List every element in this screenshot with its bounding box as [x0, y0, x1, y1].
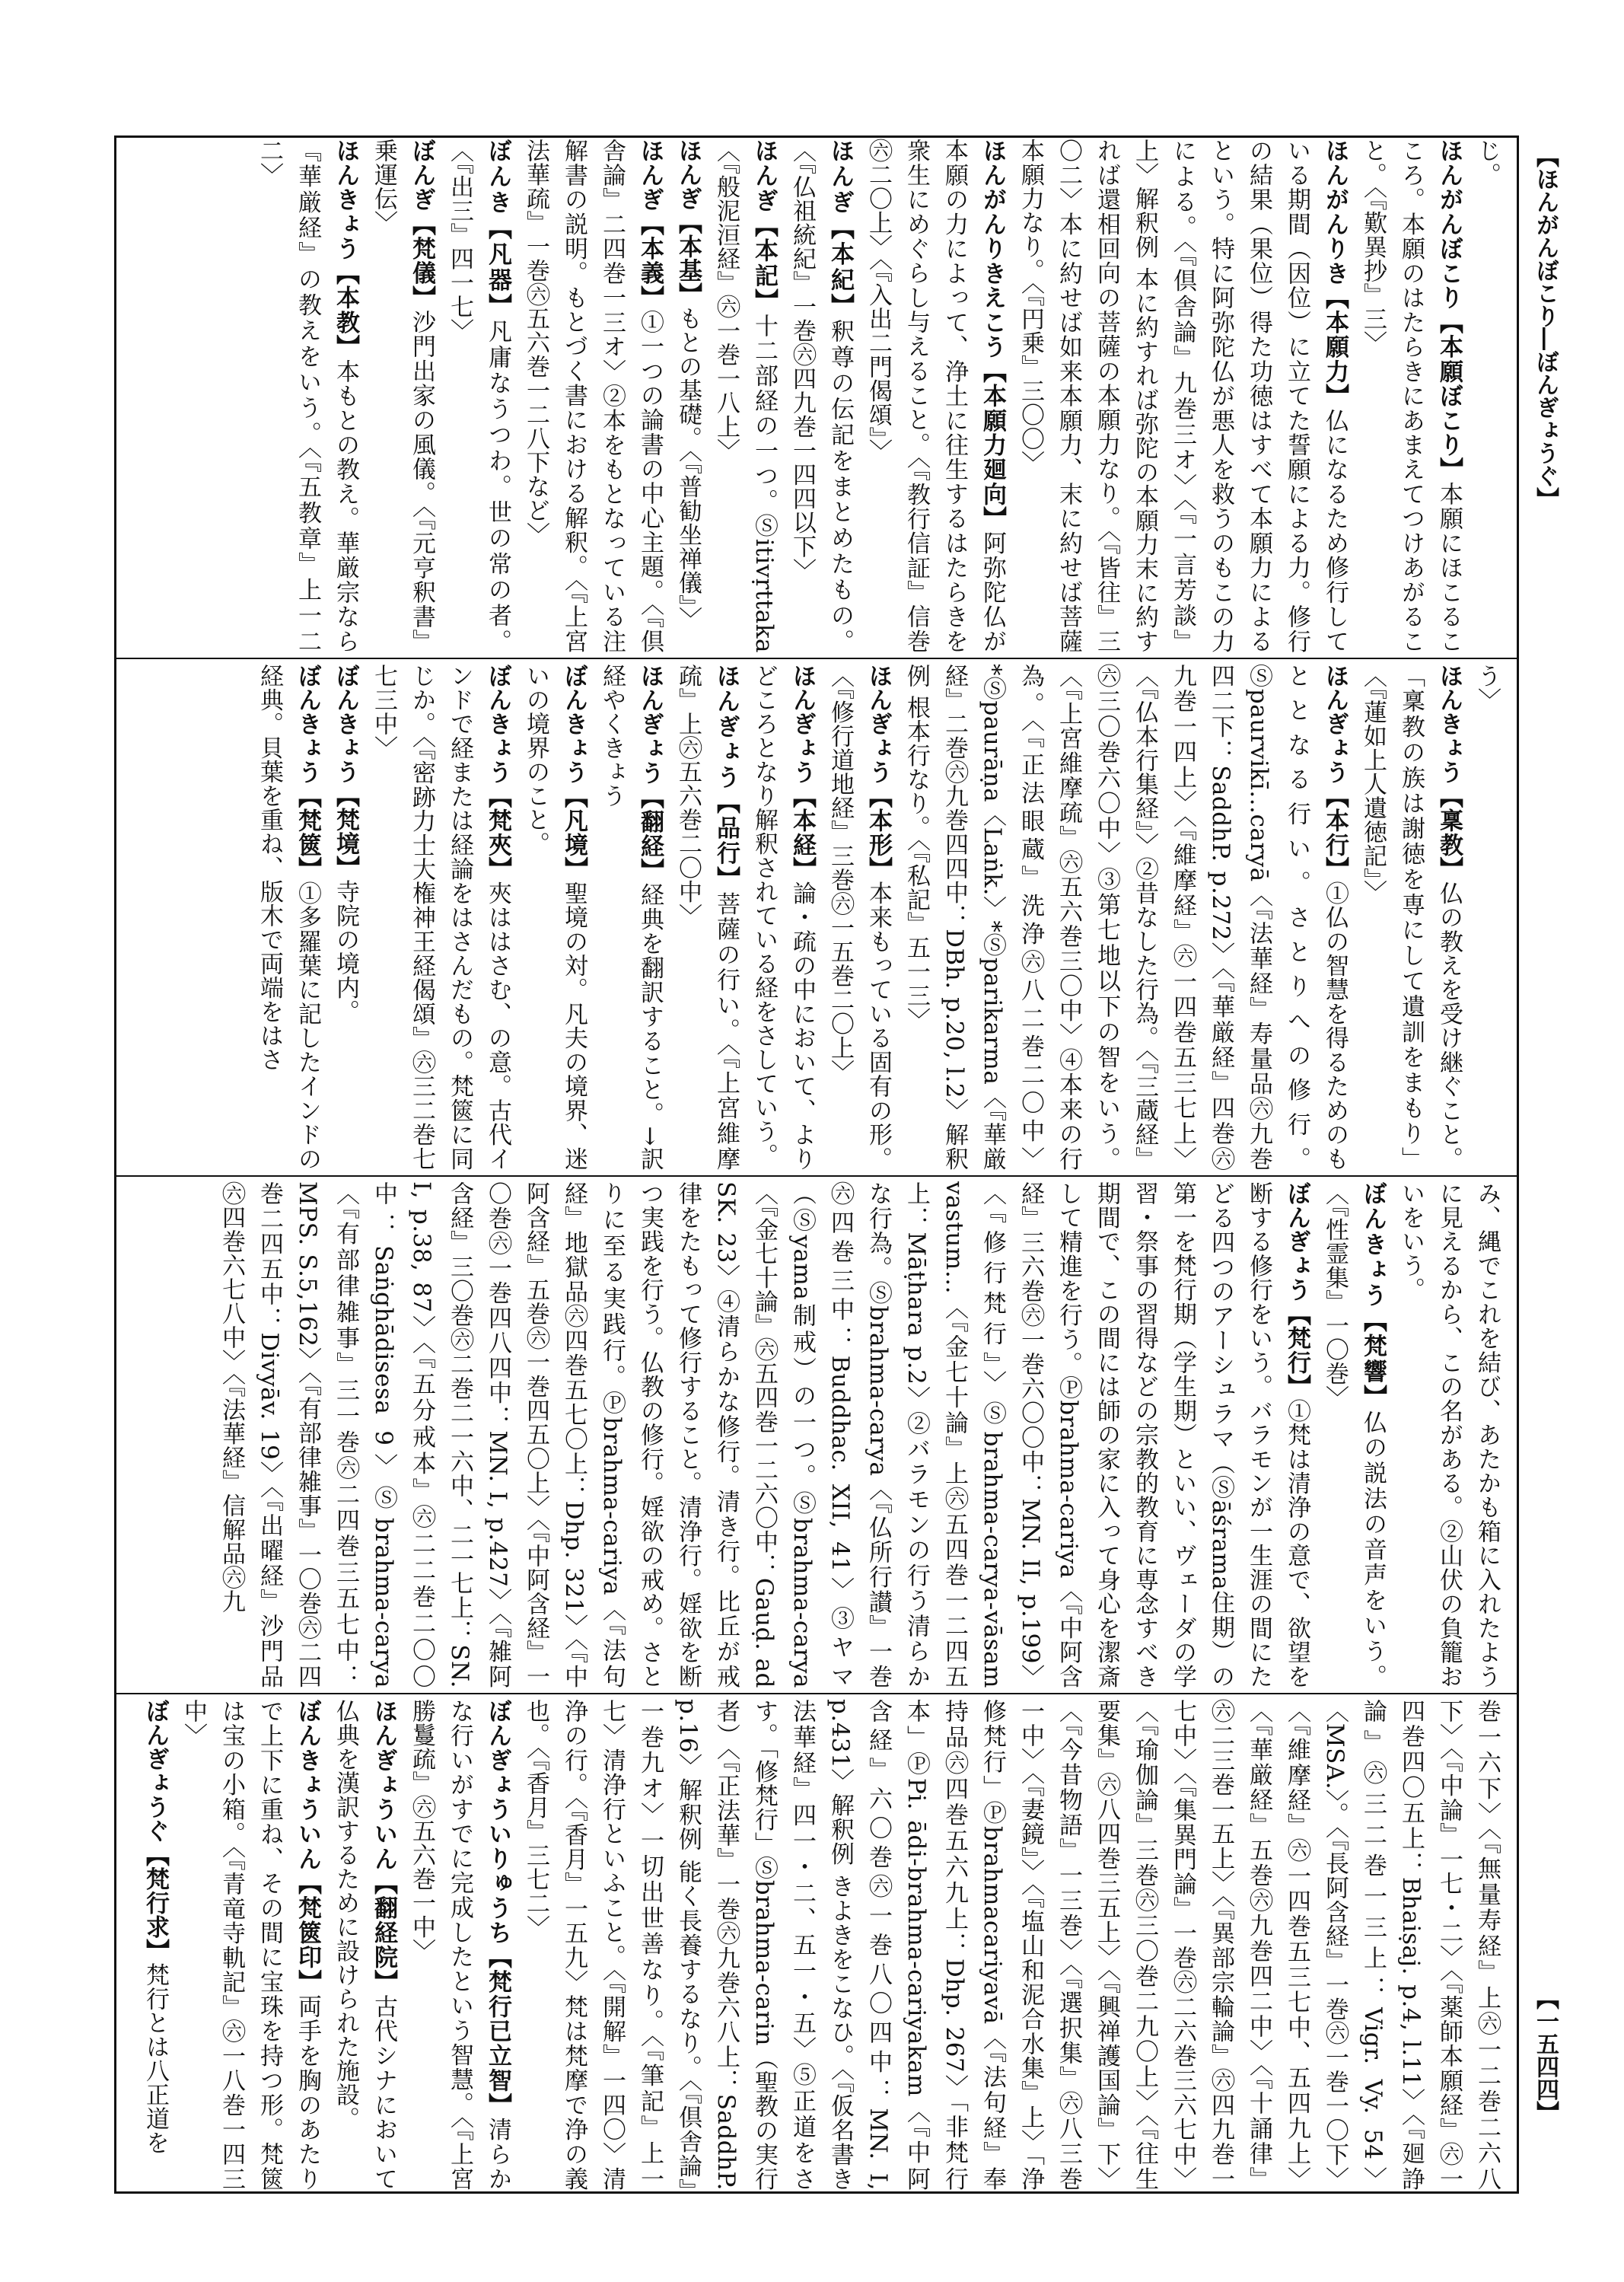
- page-number: 【一五四四】: [1532, 1987, 1559, 2124]
- dictionary-entry: [1354, 139, 1468, 653]
- entry-definition: 巻一六下〉〈『無量寿経』上㊅一二巻二六八下〉〈『中論』一七・二〉〈『薬師本願経』㊅一四巻四〇五上：Bhaiṣaj. p.4, l.11〉〈『廻諍論』㊅三二巻一三上：Vigr. Vy. 54〉〈MSA.〉。〈『長阿含経』一巻㊅一巻一〇下〉〈『維摩経』㊅一四巻五三七中、五四九上〉〈『華厳経』五巻㊅九巻四二中〉〈『十誦律』㊅二三巻一五上〉〈『異部宗輪論』㊅四九巻一七中〉〈『集異門論』一巻㊅二六巻三六七中〉〈『瑜伽論』三巻㊅三〇巻二九〇上〉〈『往生要集』㊅八四巻三五上〉〈『興禅護国論』下〉〈『今昔物語』一三巻〉〈『選択集』㊅八三巻一中〉〈『妻鏡』〉〈『塩山和泥合水集』上〉「浄修梵行」Ⓟbrahmacariyavā〈『法句経』奉持品㊅四巻五六九上：Dhp. 267〉「非梵行本」ⓅPi. ādi-brahma-cariyakam〈『中阿含経』六〇巻㊅一巻八〇四中：MN. I, p.431〉解釈例 きよきをこなひ。〈『仮名書き法華経』四一・二、五一・五〉⑤正道をさす。「修梵行」Ⓢbrahma-carin（聖教の実行者）〈『正法華』一巻㊅九巻六八上：SaddhP. p.16〉解釈例 能く長養するなり。〈『倶舎論』一巻九オ〉一切出世善なり。〈『筆記』上一七〉清浄行といふこと。〈『開解』一四〇〉清浄の行。〈『香月』一五九〉梵は梵摩で浄の義也。〈『香月』三七二〉: [522, 1699, 1501, 2191]
- entry-headword: ほんぎょう【翻経】: [636, 664, 664, 883]
- entry-definition: もとの基礎。〈『普勧坐禅儀』〉: [674, 306, 702, 631]
- entry-definition: 梵行とは八正道を: [142, 1962, 169, 2155]
- entry-definition: 仏の説法の音声をいう。〈『性霊集』一〇巻〉: [1321, 1181, 1387, 1688]
- entry-definition: 寺院の境内。: [332, 879, 359, 1024]
- entry-headword: ぼんき【凡器】: [484, 139, 511, 320]
- tier-4: [136, 1699, 1506, 2191]
- dictionary-entry: [250, 664, 326, 1171]
- entry-definition: 経典を翻訳すること。→訳経やくきょう: [598, 664, 664, 1171]
- entry-definition: う〉: [1473, 664, 1501, 712]
- entry-definition: 夾ははさむ、の意。古代インドで経または経論をはさんだもの。梵篋に同じか。〈『密跡力士大権神王経偈頌』㊅三二巻七七三中〉: [370, 664, 511, 1171]
- dictionary-entry: [250, 139, 365, 653]
- entry-headword: ほんぎょう【本形】: [865, 664, 892, 881]
- entry-definition: 古代シナにおいて仏典を漢訳するために設けられた施設。: [332, 1699, 397, 2191]
- dictionary-entry: [212, 1181, 1316, 1688]
- entry-definition: ①梵は清浄の意で、欲望を断する修行をいう。バラモンが一生涯の間にたどる四つのアーシュラマ（Ⓢāśrama住期）の第一を梵行期（学生期）といい、ヴェーダの学習・祭事の習得などの宗教的教育に専念すべき期間で、この間には師の家に入って身心を潔斎して精進を行う。Ⓟbrahma-cariya〈『中阿含経』三六巻㊅一巻六〇〇中：MN. II, p.199〉〈『修行梵行』〉Ⓢbrahma-carya-vāsam vastum…〈『金七十論』上㊅五四巻一二四五上：Māṭhara p.2〉②バラモンの行う清らかな行為。Ⓢbrahma-carya〈『仏所行讃』一巻㊅四巻三中：Buddhac. XII, 41〉③ヤマ（Ⓢyama制戒）の一つ。Ⓢbrahma-carya〈『金七十論』㊅五四巻一二六〇中：Gauḍ. ad SK. 23〉④清らかな修行。清き行。比丘が戒律をたもって修行すること。清浄行。婬欲を断つ実践を行う。仏教の修行。婬欲の戒め。さとりに至る実践行。Ⓟbrahma-cariya〈『法句経』地獄品㊅四巻五七〇上：Dhp. 321〉〈『中阿含経』五巻㊅一巻四五〇上〉〈『中阿含経』一〇巻㊅一巻四八四中：MN. I, p.427〉〈『雑阿含経』三〇巻㊅二巻二一六中、二一七上：SN. I, p.38, 87〉〈『五分戒本』㊅二二巻二〇〇中：Saṅghādisesa 9〉Ⓢbrahma-carya〈『有部律雑事』三一巻㊅二四巻三五七中：MPS. S.5,162〉〈『有部律雑事』一〇巻㊅二四巻二四五中：Divyāv. 19〉〈『出曜経』沙門品㊅四巻六七八中〉〈『法華経』信解品㊅九: [218, 1181, 1310, 1688]
- dictionary-entry: [136, 1699, 174, 2191]
- entry-definition: 論・疏の中において、よりどころとなり解釈されている経をさしていう。: [750, 664, 816, 1171]
- entry-definition: 沙門出家の風儀。〈『元亨釈書』乗運伝〉: [370, 139, 435, 653]
- entry-definition: 仏になるため修行している期間（因位）に立てた誓願による力。修行の結果（果位）得た功徳はすべて本願力によるという。特に阿弥陀仏が悪人を救うのもこの力による。〈『倶舎論』九巻三オ〉〈『一言芳談』上〉解釈例 本に約すれば弥陀の本願力末に約すれば還相回向の菩薩の本願力なり。〈『皆往』三〇二〉本に約せば如来本願力、末に約せば菩薩本願力なり。〈『円乗』三〇〇〉: [1017, 139, 1349, 653]
- entry-headword: ほんがんりきえこう【本願力廻向】: [979, 139, 1006, 531]
- running-head: 【ほんがんぼこり―ぼんぎょうぐ】: [1532, 145, 1559, 510]
- entry-headword: ほんぎ【本記】: [750, 139, 778, 314]
- entry-headword: ぼんきょう【梵境】: [332, 664, 359, 880]
- entry-headword: ほんぎょう【本行】: [1321, 664, 1349, 881]
- dictionary-entry: [326, 1699, 403, 2191]
- entry-headword: ぼんきょう【凡境】: [560, 664, 588, 881]
- dictionary-entry: [745, 664, 821, 1171]
- entry-headword: ほんがんぼこり【本願ぼこり】: [1435, 139, 1463, 483]
- entry-definition: 阿弥陀仏が本願の力によって、浄土に往生するはたらきを衆生にめぐらし与えること。〈『教行信証』信巻㊅二〇上〉〈『入出二門偈頌』〉: [865, 139, 1006, 653]
- dictionary-entry: [1316, 1181, 1392, 1688]
- dictionary-entry: [1468, 664, 1506, 1171]
- entry-definition: ①仏の智慧を得るためのもととなる行い。さとりへの修行。Ⓢpaurvikī…caryā〈『法華経』寿量品㊅九巻四二下：SaddhP. p.272〉〈『華厳経』四巻㊅九巻一四上〉〈『維摩経』㊅一四巻五三七上〉〈『仏本行集経』〉②昔なした行為。〈『三蔵経』㊅三〇巻六〇中〉③第七地以下の智をいう。〈『上宮維摩疏』㊅五六巻三〇中〉④本来の行為。〈『正法眼蔵』洗浄㊅八二巻二〇中〉*Ⓢpaurāṇa〈Laṅk.〉*Ⓢparikarma〈『華厳経』二巻㊅九巻四四中：DBh. p.20, l.2〉解釈例 根本行なり。〈『私記』五一三〉: [903, 664, 1349, 1171]
- entry-definition: 本もとの教え。華厳宗なら『華厳経』の教えをいう。〈『五教章』上一二二〉: [256, 139, 359, 653]
- dictionary-entry: [1468, 139, 1506, 653]
- entry-definition: 本願にほこるこころ。本願のはたらきにあまえてつけあがること。〈『歎異抄』三〉: [1359, 139, 1463, 653]
- entry-definition: 清らかな行いがすでに完成したという智慧。〈『上宮勝鬘疏』㊅五六巻一中〉: [408, 1699, 511, 2191]
- entry-definition: ①一つの論書の中心主題。〈『倶舎論』二四巻一三オ〉②本をもとなっている注解書の説明。もとづく書における解釈。〈『上宮法華疏』一巻㊅五六巻一二八下など〉: [522, 139, 664, 653]
- dictionary-entry: [707, 139, 783, 653]
- dictionary-entry: [517, 1699, 1506, 2191]
- dictionary-entry: [441, 139, 517, 653]
- entry-headword: ほんぎ【本基】: [674, 139, 702, 307]
- dictionary-entry: [821, 664, 897, 1171]
- dictionary-entry: [1354, 664, 1468, 1171]
- entry-headword: ぼんきょう【梵響】: [1359, 1181, 1387, 1410]
- entry-headword: ほんぎょう【品行】: [712, 664, 740, 892]
- tier-divider: [116, 1175, 1517, 1177]
- dictionary-entry: [326, 664, 365, 1171]
- entry-headword: ほんきょう【本教】: [332, 139, 359, 360]
- entry-definition: 十二部経の一つ。Ⓢitivṛttaka〈『般泥洹経』㊅一巻一八上〉: [712, 139, 778, 653]
- entry-headword: ほんぎ【本義】: [636, 139, 664, 311]
- entry-definition: 凡庸なうつわ。世の常の者。〈『出三』四一七〉: [446, 139, 511, 653]
- tier-1-text: [136, 139, 1506, 653]
- entry-headword: ぼんきょう【梵篋】: [294, 664, 321, 881]
- dictionary-entry: [174, 1699, 326, 2191]
- tier-2: [136, 664, 1506, 1171]
- entry-headword: ほんきょう【稟教】: [1435, 664, 1463, 881]
- tier-3-text: [136, 1181, 1506, 1688]
- dictionary-entry: [1011, 139, 1354, 653]
- dictionary-entry: [593, 664, 669, 1171]
- entry-definition: 聖境の対。凡夫の境界、迷いの境界のこと。: [522, 664, 588, 1171]
- dictionary-entry: [517, 139, 669, 653]
- tier-2-text: [136, 664, 1506, 1171]
- dictionary-entry: [783, 139, 859, 653]
- tier-divider: [116, 1693, 1517, 1694]
- entry-headword: ぼんぎょういりゅうち【梵行已立智】: [484, 1699, 511, 2118]
- entry-definition: 両手を胸のあたりで上下に重ね、その間に宝珠を持つ形。梵篋は宝の小箱。〈『青竜寺軌記』㊅一八巻一四三中〉: [180, 1699, 321, 2191]
- entry-definition: み、縄でこれを結び、あたかも箱に入れたように見えるから、この名がある。②山伏の負籠おいをいう。: [1397, 1181, 1501, 1688]
- entry-definition: じ。: [1473, 139, 1501, 186]
- tier-4-text: [136, 1699, 1506, 2191]
- entry-headword: ほんがんりき【本願力】: [1321, 139, 1349, 409]
- entry-headword: ぼんぎょう【梵行】: [1283, 1181, 1310, 1399]
- entry-definition: ①多羅葉に記したインドの経典。貝葉を重ね、版木で両端をはさ: [256, 664, 321, 1171]
- dictionary-entry: [1392, 1181, 1506, 1688]
- entry-headword: ぼんぎょうぐ【梵行求】: [142, 1699, 169, 1963]
- entry-headword: ほんぎょう【本経】: [788, 664, 816, 881]
- entry-headword: ぼんきょういん【梵篋印】: [294, 1699, 321, 1995]
- dictionary-entry: [517, 664, 593, 1171]
- entry-headword: ぼんきょう【梵夾】: [484, 664, 511, 881]
- dictionary-entry: [365, 139, 441, 653]
- tier-1: [136, 139, 1506, 653]
- dictionary-entry: [669, 664, 745, 1171]
- dictionary-entry: [859, 139, 1011, 653]
- dictionary-entry: [669, 139, 707, 653]
- entry-definition: 仏の教えを受け継ぐこと。「稟教の族は謝徳を専にして遺訓をまもり」〈『蓮如上人遺徳記』〉: [1359, 664, 1463, 1171]
- tier-3: [136, 1181, 1506, 1688]
- dictionary-entry: [403, 1699, 517, 2191]
- entry-headword: ぼんぎ【梵儀】: [408, 139, 435, 311]
- entry-definition: 釈尊の伝記をまとめたもの。〈『仏祖統紀』一巻㊅四九巻一四四以下〉: [788, 139, 854, 653]
- dictionary-entry: [897, 664, 1354, 1171]
- tier-divider: [116, 658, 1517, 659]
- entry-definition: 菩薩の行い。〈『上宮維摩疏』上㊅五六巻二〇中〉: [674, 664, 740, 1171]
- entry-headword: ほんぎょういん【翻経院】: [370, 1699, 397, 1995]
- entry-definition: 本来もっている固有の形。〈『修行道地経』三巻㊅一五巻二〇上〉: [826, 664, 892, 1171]
- entry-headword: ほんぎ【本紀】: [826, 139, 854, 320]
- dictionary-entry: [365, 664, 517, 1171]
